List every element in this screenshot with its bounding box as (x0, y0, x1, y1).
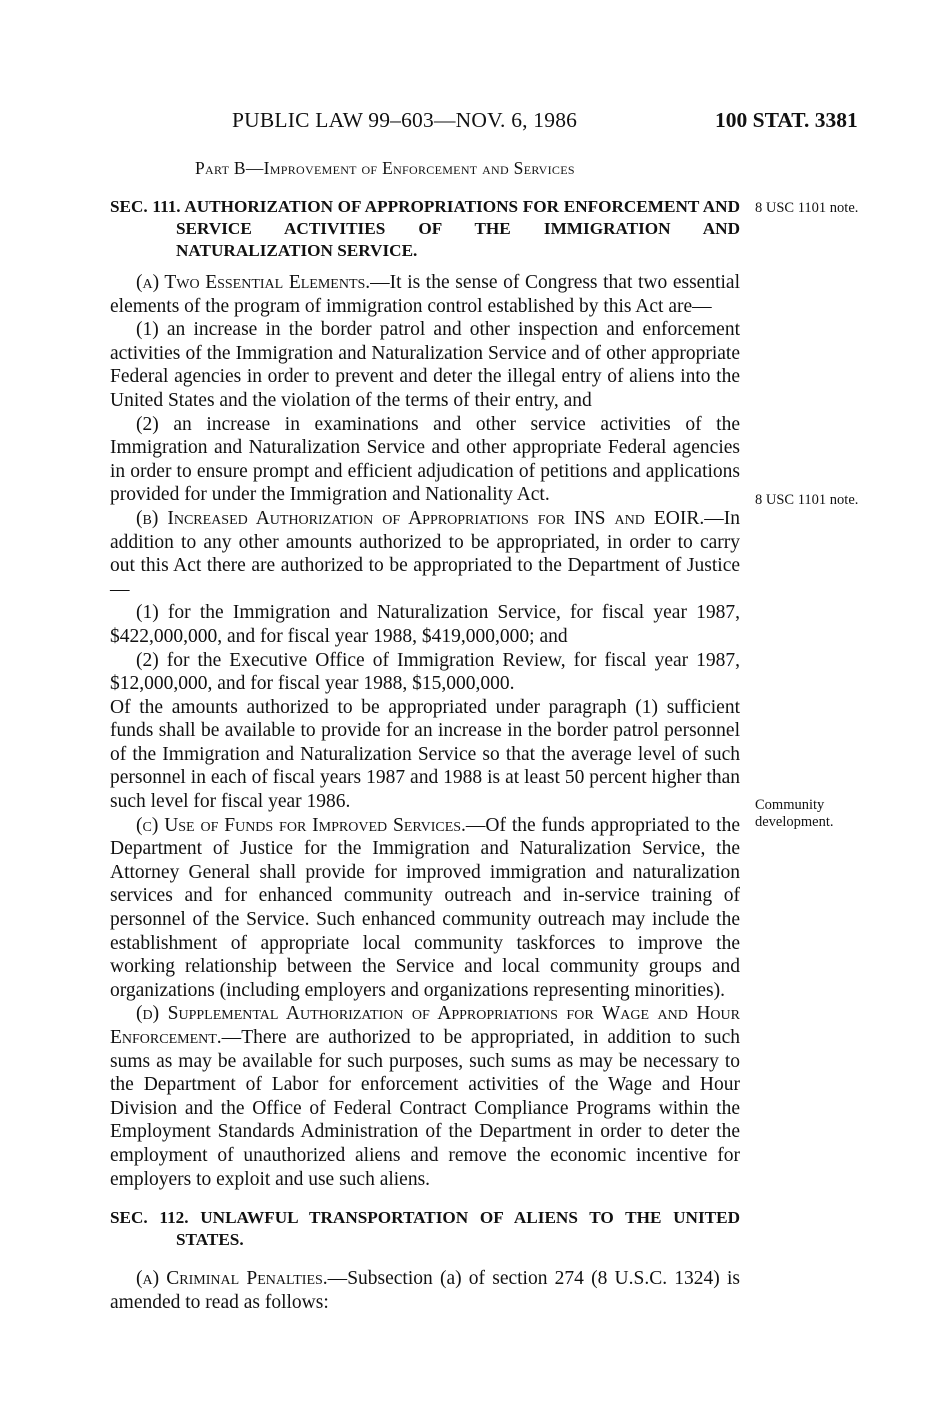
spacer (110, 262, 740, 271)
subsection-c-text: Of the funds appropriated to the Department of Justice for the Immigration and Naturalization Service, the Attorney General shall provide for improved immigration and naturalization services and for enhanced community outreach and in-service training of personnel of the Service. Such enhanced community outreach may include the establishment of appropriate local community taskforces to improve the working relationship between the Service and local community groups and organizations (including employers and organizations representing minorities). (110, 814, 740, 1001)
section-111-heading-text: SEC. 111. AUTHORIZATION OF APPROPRIATIONS FOR ENFORCEMENT AND SERVICE ACTIVITIES OF THE IMMIGRATION AND NATURALIZATION SERVICE. (110, 197, 740, 260)
part-heading: Part B—Improvement of Enforcement and Services (195, 158, 575, 178)
subsection-d-heading: (d) Supplemental Authorization of Appropriations for Wage and Hour Enforcement.— (110, 1003, 740, 1048)
spacer (110, 1251, 740, 1267)
section-111-heading (110, 196, 740, 262)
subsection-a-text: It is the sense of Congress that two essential elements of the program of immigration control established by this Act are— (110, 272, 740, 317)
subsection-a-item-1: (1) an increase in the border patrol and other inspection and enforcement activities of the Immigration and Naturalization Service and of other appropriate Federal agencies in order to prevent and deter the illegal entry of aliens into the United States and the violation of the terms of their entry, and (110, 319, 740, 411)
section-112-heading (110, 1207, 740, 1251)
sidenote-usc-1101-first: 8 USC 1101 note. (755, 200, 859, 216)
subsection-b-flush-text: Of the amounts authorized to be appropriated under paragraph (1) sufficient funds shall be available to provide for an increase in the border patrol personnel of the Immigration and Naturalization Service so that the average level of such personnel in each of fiscal years 1987 and 1988 is at least 50 percent higher than such level for fiscal year 1986. (110, 696, 740, 813)
subsection-d-paragraph (110, 1002, 740, 1191)
subsection-a-heading: (a) Two Essential Elements.— (136, 272, 390, 293)
subsection-b-item-1: (1) for the Immigration and Naturalization Service, for fiscal year 1987, $422,000,000, and for fiscal year 1988, $419,000,000; and (110, 602, 740, 647)
sidenote-line-1: Community (755, 797, 825, 813)
sidenote-usc-1101-second: 8 USC 1101 note. (755, 492, 859, 508)
subsection-b-heading: (b) Increased Authorization of Appropriations for INS and EOIR.— (136, 507, 724, 529)
section-112-subsection-a (110, 1267, 740, 1314)
running-head (0, 108, 949, 134)
subsection-b-text: In addition to any other amounts authorized to be appropriated, in order to carry out this Act there are authorized to be appropriated to the Department of Justice— (110, 507, 740, 600)
subsection-a-paragraph (110, 271, 740, 318)
section-112-subsection-a-heading: (a) Criminal Penalties.— (136, 1268, 348, 1290)
section-112-heading-text: SEC. 112. UNLAWFUL TRANSPORTATION OF ALIENS TO THE UNITED STATES. (110, 1208, 740, 1250)
subsection-d-text: There are authorized to be appropriated, in addition to such sums as may be available for such purposes, such sums as may be necessary to the Department of Labor for enforcement activities of the Wage and Hour Division and the Office of Federal Contract Compliance Programs within the Employment Standards Administration of the Department in order to deter the employment of unauthorized aliens and remove the economic incentive for employers to exploit and use such aliens. (110, 1027, 740, 1190)
running-head-right: 100 STAT. 3381 (715, 108, 858, 132)
subsection-b-paragraph (110, 507, 740, 601)
running-head-center: PUBLIC LAW 99–603—NOV. 6, 1986 (232, 108, 578, 132)
sidenote-line-2: development. (755, 814, 834, 830)
section-112-subsection-a-text: Subsection (a) of section 274 (8 U.S.C. 1324) is amended to read as follows: (110, 1268, 740, 1313)
subsection-b-item-2: (2) for the Executive Office of Immigration Review, for fiscal year 1987, $12,000,000, and for fiscal year 1988, $15,000,000. (110, 649, 740, 695)
subsection-c-paragraph (110, 814, 740, 1003)
spacer (110, 1191, 740, 1207)
sidenote-community-development (755, 797, 935, 831)
body-column (110, 196, 740, 1314)
subsection-c-heading: (c) Use of Funds for Improved Services.— (136, 814, 486, 836)
subsection-a-item-2: (2) an increase in examinations and other service activities of the Immigration and Naturalization Service and other appropriate Federal agencies in order to ensure prompt and efficient adjudication of petitions and applications provided for under the Immigration and Nationality Act. (110, 413, 740, 506)
